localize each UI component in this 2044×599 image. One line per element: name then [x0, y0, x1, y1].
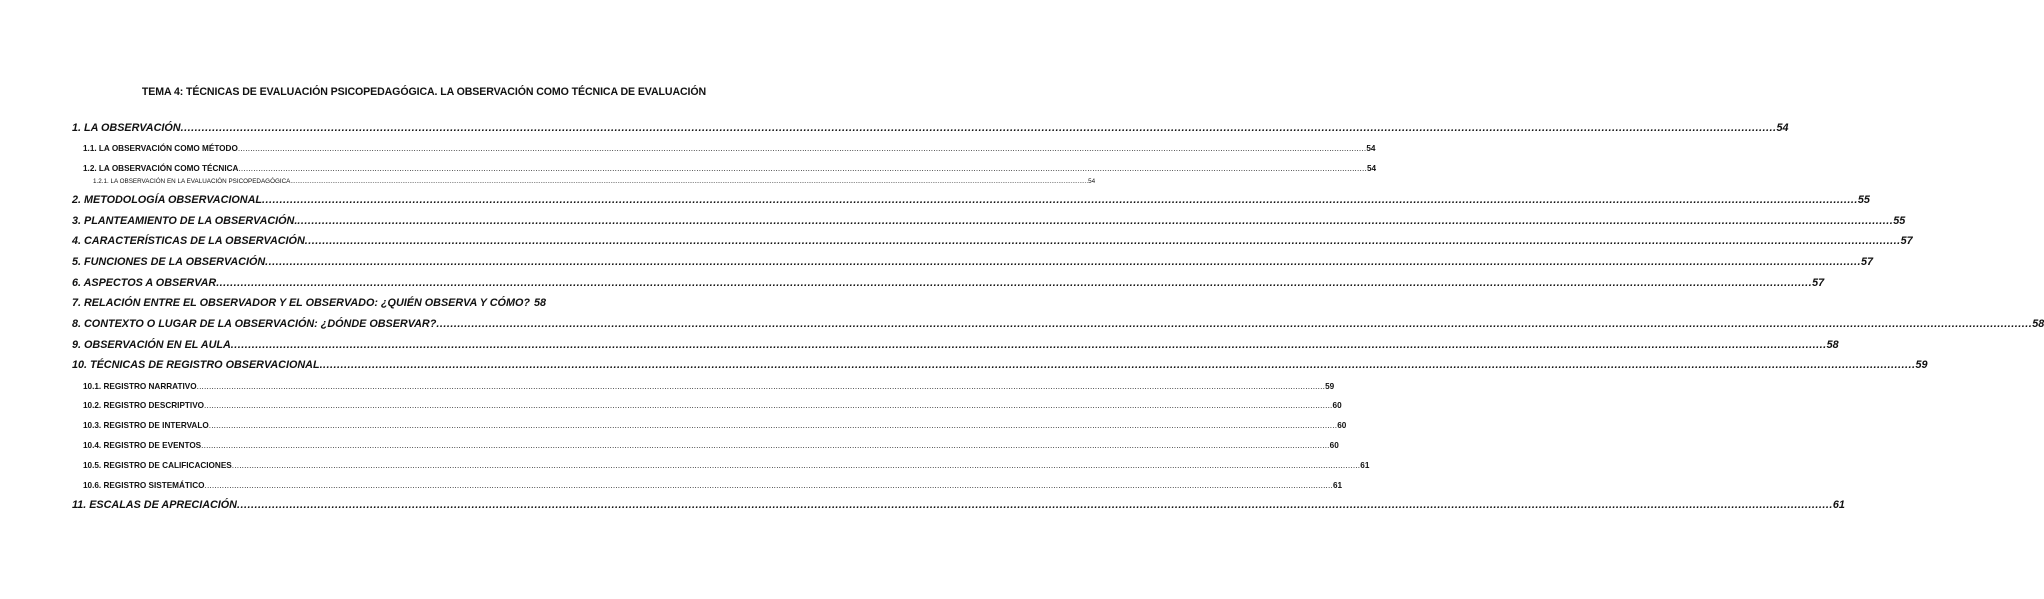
toc-entry-9[interactable]	[72, 337, 1839, 351]
toc-entry-label: 1. LA OBSERVACIÓN	[72, 122, 181, 134]
toc-entry-label: 10.3. REGISTRO DE INTERVALO	[83, 421, 209, 430]
toc-entry-1-2-1[interactable]	[93, 175, 1096, 185]
toc-leader	[436, 318, 2032, 330]
toc-leader	[262, 194, 1858, 206]
toc-page-number: 55	[1857, 194, 1870, 206]
toc-entry-label: 3. PLANTEAMIENTO DE LA OBSERVACIÓN.	[72, 215, 298, 227]
toc-page-number: 59	[1325, 382, 1335, 391]
toc-entry-5[interactable]	[72, 254, 1874, 268]
toc-page-number: 61	[1332, 481, 1343, 490]
toc-entry-10-5[interactable]	[83, 458, 1370, 470]
toc-entry-7[interactable]	[72, 295, 546, 309]
toc-entry-6[interactable]	[72, 275, 1825, 289]
toc-entry-label: 1.2. LA OBSERVACIÓN COMO TÉCNICA	[83, 164, 239, 173]
toc-leader	[209, 421, 1338, 430]
toc-entry-2[interactable]	[72, 192, 1870, 206]
toc-entry-10-2[interactable]	[83, 398, 1342, 410]
toc-entry-label: 1.1. LA OBSERVACIÓN COMO MÉTODO	[83, 144, 238, 153]
toc-entry-label: 5. FUNCIONES DE LA OBSERVACIÓN	[72, 256, 266, 268]
toc-leader	[265, 256, 1861, 268]
toc-page-number: 54	[1776, 122, 1789, 134]
toc-page-number: 55	[1893, 215, 1906, 227]
toc-entry-10-3[interactable]	[83, 418, 1347, 430]
toc-leader	[204, 481, 1333, 490]
toc-entry-label: 11. ESCALAS DE APRECIACIÓN	[72, 499, 237, 511]
toc-page-number: 61	[1832, 499, 1845, 511]
toc-leader	[320, 359, 1916, 371]
toc-page-number: 58	[2032, 318, 2044, 330]
toc-leader	[216, 277, 1812, 289]
toc-entry-label: 10.6. REGISTRO SISTEMÁTICO	[83, 481, 205, 490]
toc-page-number: 60	[1337, 421, 1347, 430]
toc-entry-label: 7. RELACIÓN ENTRE EL OBSERVADOR Y EL OBSERVADO: ¿QUIÉN OBSERVA Y CÓMO?	[72, 297, 530, 309]
toc-entry-1-1[interactable]	[83, 141, 1376, 153]
toc-entry-10[interactable]	[72, 357, 1928, 371]
toc-entry-label: 10.4. REGISTRO DE EVENTOS	[83, 441, 202, 450]
toc-entry-label: 2. METODOLOGÍA OBSERVACIONAL	[72, 194, 262, 206]
toc-entry-8[interactable]	[72, 316, 2044, 330]
toc-entry-label: 1.2.1. LA OBSERVACIÓN EN LA EVALUACIÓN PSICOPEDAGÓGICA	[93, 178, 291, 185]
toc-leader	[201, 441, 1330, 450]
toc-entry-3[interactable]	[72, 213, 1906, 227]
document-title: TEMA 4: TÉCNICAS DE EVALUACIÓN PSICOPEDAGÓGICA. LA OBSERVACIÓN COMO TÉCNICA DE EVALUACIÓN	[141, 86, 707, 98]
toc-page-number: 54	[1366, 144, 1376, 153]
toc-page-number: 54	[1366, 164, 1377, 173]
toc-page-number: 60	[1329, 441, 1339, 450]
toc-page-number: 58	[1826, 339, 1839, 351]
toc-entry-10-6[interactable]	[83, 478, 1343, 490]
toc-leader	[297, 215, 1893, 227]
toc-leader	[181, 122, 1777, 134]
toc-page-number: 57	[1812, 277, 1825, 289]
toc-entry-label: 6. ASPECTOS A OBSERVAR	[72, 277, 217, 289]
toc-entry-label: 10.2. REGISTRO DESCRIPTIVO	[83, 401, 205, 410]
toc-entry-1-2[interactable]	[83, 161, 1377, 173]
toc-leader	[197, 382, 1326, 391]
toc-entry-10-4[interactable]	[83, 438, 1339, 450]
toc-page-number: 57	[1900, 235, 1913, 247]
toc-entry-1[interactable]	[72, 120, 1789, 134]
toc-page-number: 54	[1088, 178, 1096, 185]
toc-entry-4[interactable]	[72, 233, 1913, 247]
toc-page-number: 58	[533, 297, 546, 309]
toc-entry-label: 10. TÉCNICAS DE REGISTRO OBSERVACIONAL	[72, 359, 320, 371]
toc-leader	[231, 339, 1827, 351]
toc-page-number: 59	[1915, 359, 1928, 371]
toc-page-number: 57	[1861, 256, 1874, 268]
toc-page-number: 60	[1332, 401, 1342, 410]
toc-entry-label: 9. OBSERVACIÓN EN EL AULA	[72, 339, 231, 351]
toc-leader	[305, 235, 1901, 247]
toc-entry-10-1[interactable]	[83, 379, 1335, 391]
toc-leader	[290, 178, 1088, 185]
toc-leader	[238, 144, 1367, 153]
toc-leader	[232, 461, 1361, 470]
toc-entry-11[interactable]	[72, 497, 1845, 511]
toc-leader	[238, 164, 1367, 173]
toc-entry-label: 4. CARACTERÍSTICAS DE LA OBSERVACIÓN	[72, 235, 305, 247]
toc-entry-label: 8. CONTEXTO O LUGAR DE LA OBSERVACIÓN: ¿DÓNDE OBSERVAR?	[72, 318, 437, 330]
toc-entry-label: 10.1. REGISTRO NARRATIVO	[83, 382, 197, 391]
toc-leader	[237, 499, 1833, 511]
toc-leader	[204, 401, 1333, 410]
toc-entry-label: 10.5. REGISTRO DE CALIFICACIONES	[83, 461, 232, 470]
toc-page-number: 61	[1360, 461, 1370, 470]
